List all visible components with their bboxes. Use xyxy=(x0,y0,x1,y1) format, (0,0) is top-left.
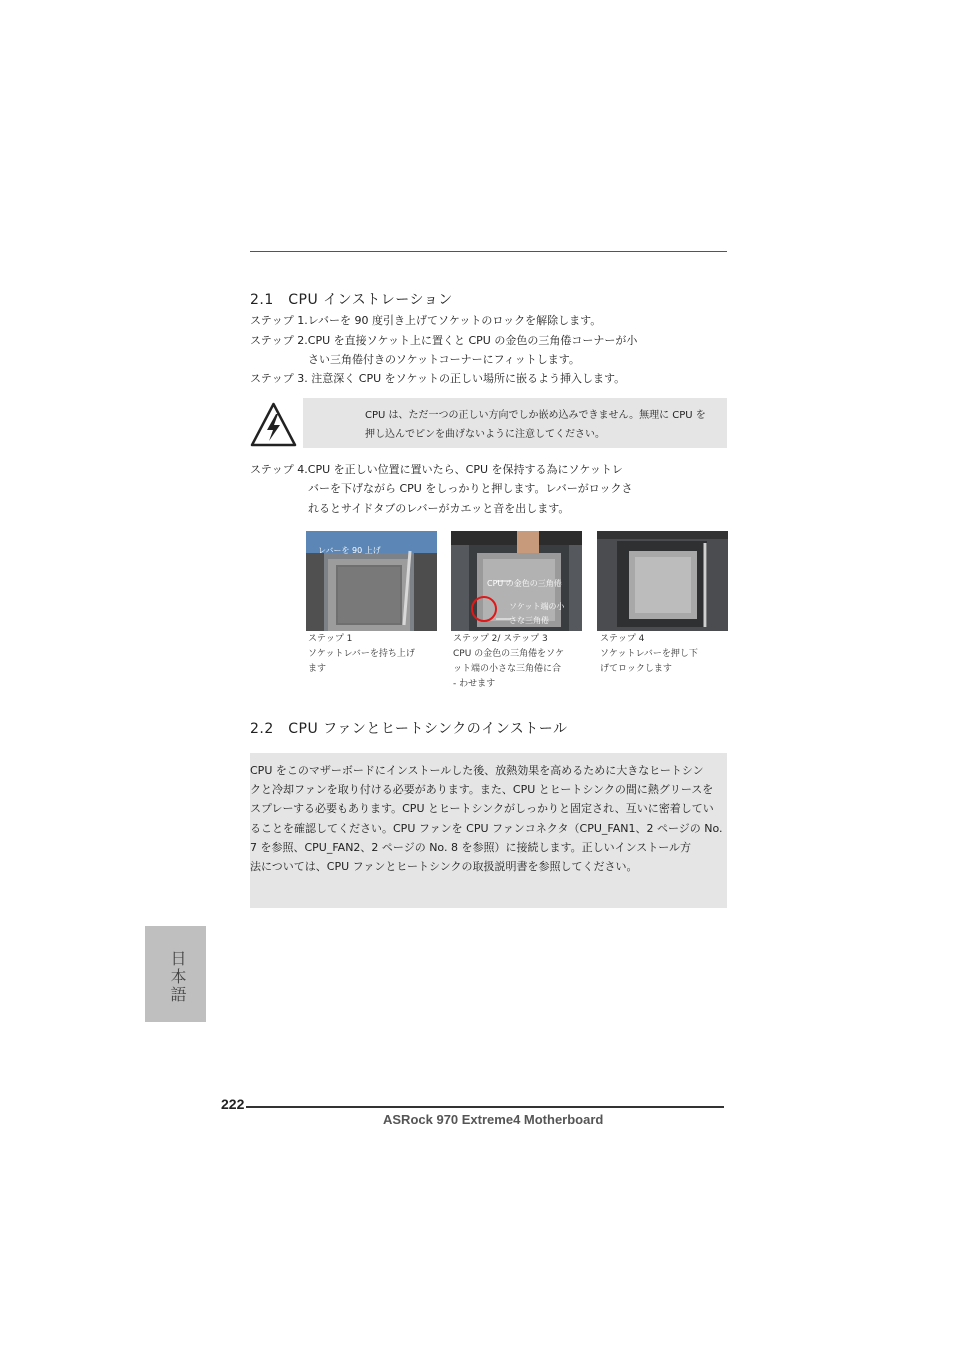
step-2-text-line-1: ステップ 2.CPU を直接ソケット上に置くと CPU の金色の三角倦コーナーが小 xyxy=(250,334,638,347)
section-heading-cpu-installation: 2.1 CPU インストレーション xyxy=(250,292,453,308)
caption-line: ソケットレバーを持ち上げ xyxy=(308,649,415,659)
caption-line: ステップ 2/ ステップ 3 xyxy=(453,634,548,644)
step-2-3-photo xyxy=(451,531,582,631)
step-2-text-line-2: さい三角倦付きのソケットコーナーにフィットします。 xyxy=(308,353,580,366)
caption-line: ット端の小さな三角倦に合 xyxy=(453,664,562,674)
paragraph-line: スプレーする必要もあります。CPU とヒートシンクがしっかりと固定され、互いに密着してい xyxy=(250,802,714,815)
cpu-gold-triangle-label: CPU の金色の三角倦 xyxy=(487,579,562,588)
caption-line: ステップ 1 xyxy=(308,634,353,644)
paragraph-line: ることを確認してください。CPU ファンを CPU ファンコネクタ（CPU_FAN1、2 ページの No. xyxy=(250,822,723,835)
page-number: 222 xyxy=(221,1096,245,1112)
footer-rule xyxy=(246,1106,724,1108)
step-3-text: ステップ 3. 注意深く CPU をソケットの正しい場所に嵌るよう挿入します。 xyxy=(250,372,626,385)
step-2-3-caption xyxy=(453,632,564,692)
socket-triangle-label-line-2: さな三角倦 xyxy=(509,616,549,625)
paragraph-line: CPU をこのマザーボードにインストールした後、放熱効果を高めるために大きなヒートシン xyxy=(250,764,704,777)
language-side-tab-label: 日本語 xyxy=(168,950,187,1004)
caption-line: ソケットレバーを押し下 xyxy=(600,649,698,659)
caption-line: ステップ 4 xyxy=(600,634,645,644)
caption-line: げてロックします xyxy=(600,664,672,674)
paragraph-line: 法については、CPU ファンとヒートシンクの取扱説明書を参照してください。 xyxy=(250,860,638,873)
paragraph-line: 7 を参照、CPU_FAN2、2 ページの No. 8 を参照）に接続します。正しいインストール方 xyxy=(250,841,692,854)
step-1-photo-label: レバーを 90 上げ xyxy=(318,546,381,555)
high-voltage-warning-icon xyxy=(250,402,297,447)
step-1-caption xyxy=(308,632,415,677)
warning-text-line-2: 押し込んでピンを曲げないように注意してください。 xyxy=(365,429,605,440)
caption-line: CPU の金色の三角倦をソケ xyxy=(453,649,565,659)
caption-line: ます xyxy=(308,664,327,674)
step-4-text-line-2: バーを下げながら CPU をしっかりと押します。レバーがロックさ xyxy=(308,482,633,495)
socket-triangle-label-line-1: ソケット端の小 xyxy=(509,602,565,611)
step-1-text: ステップ 1.レバーを 90 度引き上げてソケットのロックを解除します。 xyxy=(250,314,602,327)
caption-line: - わせます xyxy=(453,679,496,689)
paragraph-line: クと冷却ファンを取り付ける必要があります。また、CPU とヒートシンクの間に熱グリースを xyxy=(250,783,714,796)
step-4-caption xyxy=(600,632,698,677)
step-4-photo xyxy=(597,531,728,631)
step-4-text-line-3: れるとサイドタブのレバーがカエッと音を出します。 xyxy=(308,502,570,515)
step-1-photo xyxy=(306,531,437,631)
top-rule xyxy=(250,251,727,252)
step-4-text-line-1: ステップ 4.CPU を正しい位置に置いたら、CPU を保持する為にソケットレ xyxy=(250,463,623,476)
section-heading-fan-heatsink: 2.2 CPU ファンとヒートシンクのインストール xyxy=(250,721,568,737)
warning-text-line-1: CPU は、ただ一つの正しい方向でしか嵌め込みできません。無理に CPU を xyxy=(365,410,706,421)
footer-title: ASRock 970 Extreme4 Motherboard xyxy=(383,1112,604,1127)
